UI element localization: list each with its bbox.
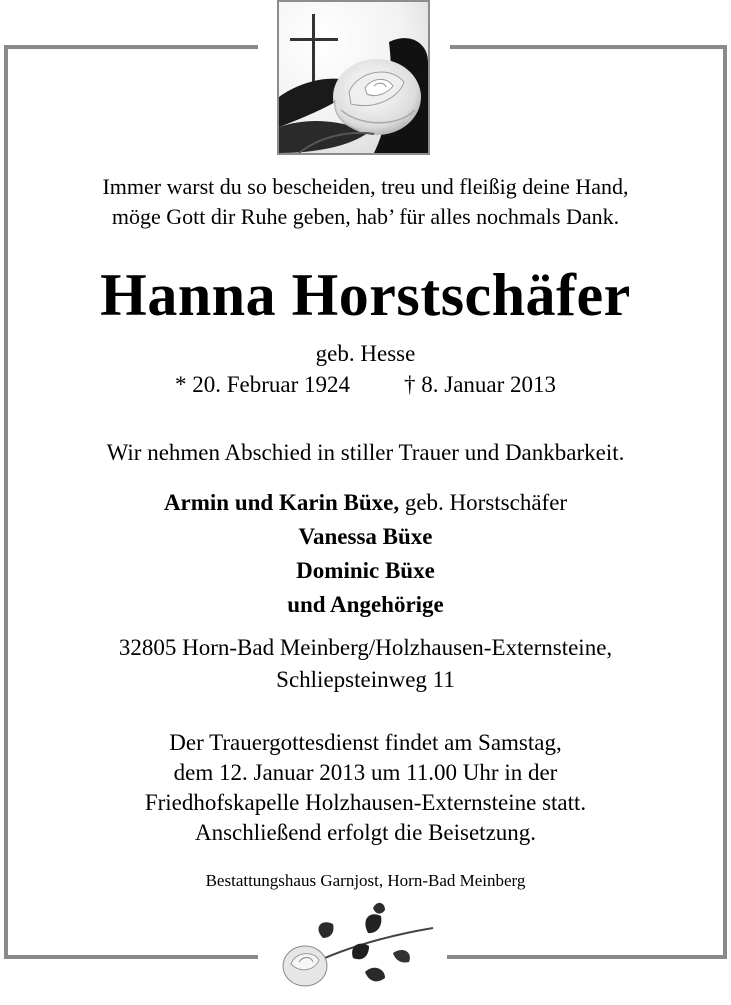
life-dates xyxy=(0,370,731,400)
verse-line: Immer warst du so bescheiden, treu und fleißig deine Hand, xyxy=(102,174,629,199)
frame-top-right xyxy=(450,45,727,49)
service-info xyxy=(0,728,731,848)
rose-icon xyxy=(273,898,443,1000)
service-line: Der Trauergottesdienst findet am Samstag, xyxy=(169,730,562,755)
farewell-text: Wir nehmen Abschied in stiller Trauer und Dankbarkeit. xyxy=(106,440,625,465)
mourner-name: Dominic Büxe xyxy=(296,558,435,583)
cross-and-rose-photo xyxy=(277,0,430,155)
frame-top-left xyxy=(4,45,258,49)
verse xyxy=(0,172,731,232)
maiden-name: geb. Hesse xyxy=(315,341,416,366)
frame-bottom-right xyxy=(447,955,727,959)
mourner-note: geb. Horstschäfer xyxy=(399,490,568,515)
service-line: Anschließend erfolgt die Beisetzung. xyxy=(194,820,537,845)
mourner-name: Vanessa Büxe xyxy=(298,524,433,549)
service-line: Friedhofskapelle Holzhausen-Externsteine statt. xyxy=(144,790,587,815)
mourner-name: Armin und Karin Büxe, xyxy=(163,490,400,515)
mourner-name: und Angehörige xyxy=(287,592,444,617)
death-date: † 8. Januar 2013 xyxy=(404,372,557,397)
undertaker: Bestattungshaus Garnjost, Horn-Bad Meinberg xyxy=(205,871,526,890)
mourner-line xyxy=(0,486,731,520)
mourners xyxy=(0,486,731,622)
birth-date: * 20. Februar 1924 xyxy=(174,372,350,397)
frame-bottom-left xyxy=(4,955,258,959)
mourner-line xyxy=(0,554,731,588)
address-line: 32805 Horn-Bad Meinberg/Holzhausen-Externsteine, xyxy=(118,635,613,660)
mourner-line xyxy=(0,520,731,554)
address-line: Schliepsteinweg 11 xyxy=(276,667,455,692)
service-line: dem 12. Januar 2013 um 11.00 Uhr in der xyxy=(173,760,558,785)
rose-icon xyxy=(333,59,421,135)
mourner-line xyxy=(0,588,731,622)
deceased-name: Hanna Horstschäfer xyxy=(100,262,631,328)
address xyxy=(0,632,731,696)
verse-line: möge Gott dir Ruhe geben, hab’ für alles nochmals Dank. xyxy=(111,204,620,229)
